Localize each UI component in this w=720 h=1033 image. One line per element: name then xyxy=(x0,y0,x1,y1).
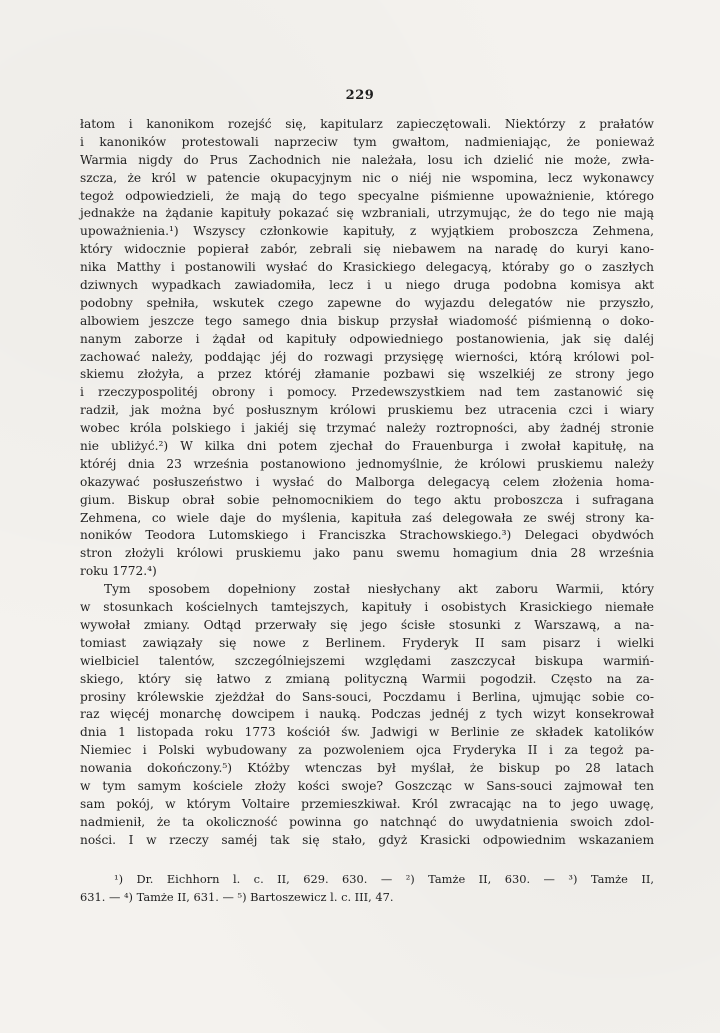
text-line: zachować należy, poddając jéj do rozwagi przysięgę wierności, którą królowi pol- xyxy=(80,349,654,364)
text-line: gium. Biskup obrał sobie pełnomocnikiem do tego aktu proboszcza i sufragana xyxy=(80,492,654,507)
text-line: nie ubliżyć.²) W kilka dni potem zjechał do Frauenburga i zwołał kapitułę, na xyxy=(80,439,654,454)
text-line: dnia 1 listopada roku 1773 kościół św. Jadwigi w Berlinie ze składek katolików xyxy=(80,725,654,740)
text-line: skiego, który się łatwo z zmianą polityczną Warmii pogodził. Często na za- xyxy=(80,671,654,686)
text-line: sam pokój, w którym Voltaire przemieszkiwał. Król zwracając na to jego uwagę, xyxy=(80,796,654,811)
text-line: prosiny królewskie zjeżdżał do Sans-souci, Poczdamu i Berlina, ujmując sobie co- xyxy=(80,689,654,704)
body-text xyxy=(80,116,654,850)
footnotes xyxy=(80,870,654,906)
text-line: wobec króla polskiego i jakiéj się trzymać należy roztropności, aby żadnéj stronie xyxy=(80,421,654,436)
text-line: ności. I w rzeczy saméj tak się stało, gdyż Krasicki odpowiednim wskazaniem xyxy=(80,832,654,847)
text-line: wywołał zmiany. Odtąd przerwały się jego ścisłe stosunki z Warszawą, a na- xyxy=(80,617,654,632)
footnote-line: ¹) Dr. Eichhorn l. c. II, 629. 630. — ²) Tamże II, 630. — ³) Tamże II, xyxy=(114,872,654,886)
text-line: radził, jak można być posłusznym królowi pruskiemu bez utracenia czci i wiary xyxy=(80,403,654,418)
paragraph-end-line: roku 1772.⁴) xyxy=(80,564,157,579)
text-line: Warmia nigdy do Prus Zachodnich nie należała, losu ich dzielić nie może, zwła- xyxy=(80,152,654,167)
paragraph-start-line: Tym sposobem dopełniony został niesłychany akt zaboru Warmii, który xyxy=(104,582,654,597)
page-number: 229 xyxy=(345,88,375,103)
footnote-line: 631. — ⁴) Tamże II, 631. — ⁵) Bartoszewicz l. c. III, 47. xyxy=(80,890,394,904)
text-line: i rzeczypospolitéj obrony i pomocy. Przedewszystkiem nad tem zastanowić się xyxy=(80,385,654,400)
text-line: któréj dnia 23 września postanowiono jednomyślnie, że królowi pruskiemu należy xyxy=(80,456,654,471)
text-line: skiemu złożyła, a przez któréj złamanie pozbawi się wszelkiéj ze strony jego xyxy=(80,367,654,382)
text-line: łatom i kanonikom rozejść się, kapitularz zapieczętowali. Niektórzy z prałatów xyxy=(80,117,654,131)
text-line: nika Matthy i postanowili wysłać do Krasickiego delegacyą, któraby go o zaszłych xyxy=(80,260,654,275)
text-line: w tym samym kościele złoży kości swoje? Goszcząc w Sans-souci zajmował ten xyxy=(80,778,654,793)
text-line: nowania dokończony.⁵) Któżby wtenczas był myślał, że biskup po 28 latach xyxy=(80,761,654,776)
text-line: który widocznie popierał zabór, zebrali się niebawem na naradę do kuryi kano- xyxy=(80,242,654,257)
text-line: tegoż odpowiedzieli, że mają do tego specyalne piśmienne upoważnienie, którego xyxy=(80,188,654,203)
text-line: nanym zaborze i żądał od kapituły odpowiedniego postanowienia, jak się daléj xyxy=(80,331,654,346)
text-line: noników Teodora Lutomskiego i Franciszka Strachowskiego.³) Delegaci obydwóch xyxy=(80,528,654,543)
text-line: i kanoników protestowali naprzeciw tym gwałtom, nadmieniając, że ponieważ xyxy=(80,134,654,149)
text-line: dziwnych wypadkach zawiadomiła, lecz i u niego druga podobna komisya akt xyxy=(80,278,654,293)
text-line: nadmienił, że ta okoliczność powinna go natchnąć do uwydatnienia swoich zdol- xyxy=(80,814,654,829)
text-line: stron złożyli królowi pruskiemu jako panu swemu homagium dnia 28 września xyxy=(80,546,654,561)
text-line: w stosunkach kościelnych tamtejszych, kapituły i osobistych Krasickiego niemałe xyxy=(80,600,654,615)
text-line: raz więcéj monarchę dowcipem i nauką. Podczas jednéj z tych wizyt konsekrował xyxy=(80,707,654,722)
text-line: upoważnienia.¹) Wszyscy członkowie kapituły, z wyjątkiem proboszcza Zehmena, xyxy=(80,224,654,239)
text-line: Niemiec i Polski wybudowany za pozwoleniem ojca Fryderyka II i za tegoż pa- xyxy=(80,743,654,758)
text-line: wielbiciel talentów, szczególniejszemi względami zaszczycał biskupa warmiń- xyxy=(80,653,654,668)
text-line: podobny spełniła, wskutek czego zapewne do wyjazdu delegatów nie przyszło, xyxy=(80,295,654,310)
text-line: jednakże na żądanie kapituły pokazać się wzbraniali, utrzymując, że do tego nie mają xyxy=(80,206,654,221)
text-line: albowiem jeszcze tego samego dnia biskup przysłał wiadomość piśmienną o doko- xyxy=(80,313,654,328)
text-line: tomiast zawiązały się nowe z Berlinem. Fryderyk II sam pisarz i wielki xyxy=(80,635,654,650)
text-line: szcza, że król w patencie okupacyjnym nic o niéj nie wspomina, lecz wykonawcy xyxy=(80,170,654,185)
text-line: Zehmena, co wiele daje do myślenia, kapituła zaś delegowała ze swéj strony ka- xyxy=(80,510,654,525)
text-line: okazywać posłuszeństwo i wysłać do Malborga delegacyą celem złożenia homa- xyxy=(80,474,654,489)
